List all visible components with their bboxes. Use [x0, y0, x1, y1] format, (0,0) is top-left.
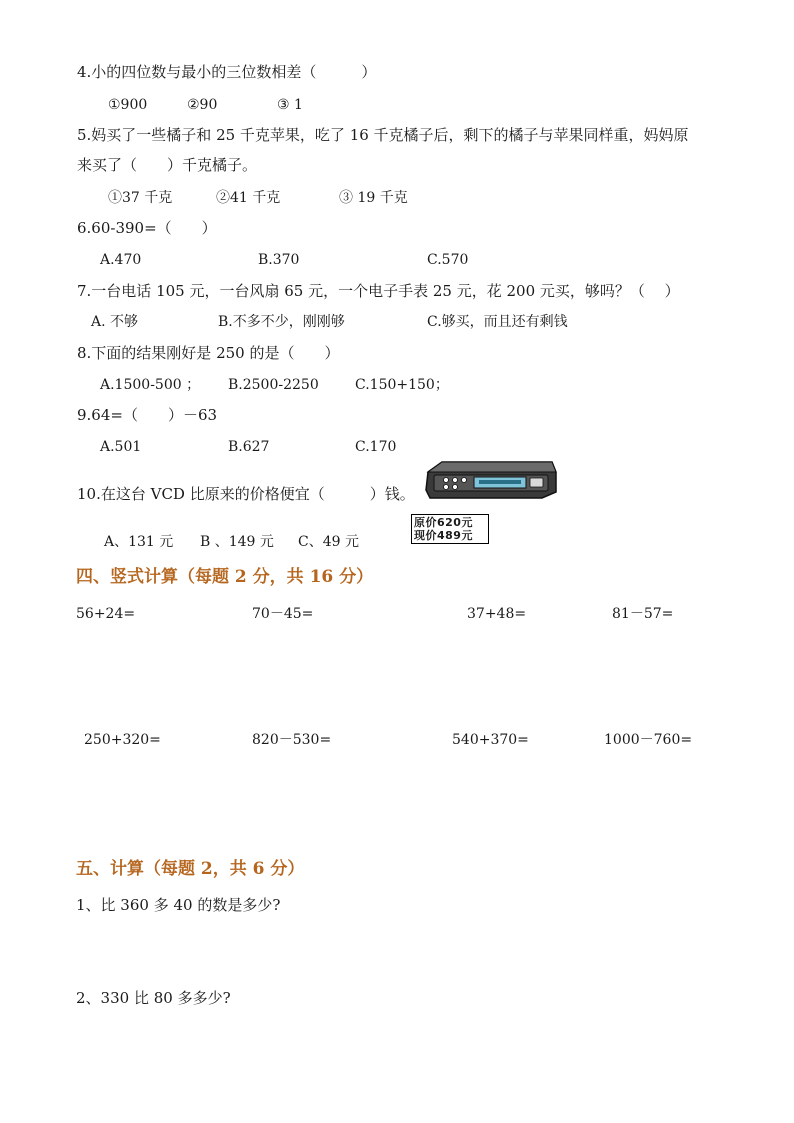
section-4-title: 四、竖式计算（每题 2 分，共 16 分） [76, 567, 374, 587]
calc-item: 250+320= [84, 732, 161, 748]
calc-item: 70－45= [252, 606, 314, 622]
word-problem-2: 2、330 比 80 多多少? [76, 989, 231, 1007]
q10-option-a: A、131 元 [104, 534, 174, 550]
q8-option-a: A.1500-500 ； [100, 377, 201, 393]
calc-item: 37+48= [467, 606, 527, 622]
question-4: 4.小的四位数与最小的三位数相差（ ） [77, 63, 377, 81]
section-5-title: 五、计算（每题 2，共 6 分） [76, 859, 305, 879]
question-6: 6.60-390=（ ） [77, 219, 217, 237]
q8-option-b: B.2500-2250 [228, 377, 319, 393]
q7-option-a: A. 不够 [91, 314, 139, 330]
calc-item: 820－530= [252, 732, 332, 748]
question-10: 10.在这台 VCD 比原来的价格便宜（ ）钱。 [77, 485, 415, 503]
word-problem-1: 1、比 360 多 40 的数是多少? [76, 896, 281, 914]
question-5-line-2: 来买了（ ）千克橘子。 [77, 156, 258, 174]
calc-item: 540+370= [452, 732, 529, 748]
question-9: 9.64=（ ）－63 [77, 406, 218, 424]
q4-option-3: ③ 1 [277, 97, 303, 113]
q6-option-a: A.470 [100, 252, 142, 268]
q9-option-c: C.170 [355, 439, 397, 455]
q6-option-b: B.370 [258, 252, 300, 268]
calc-item: 56+24= [76, 606, 136, 622]
q9-option-b: B.627 [228, 439, 270, 455]
q10-option-c: C、49 元 [298, 534, 359, 550]
q6-option-c: C.570 [427, 252, 469, 268]
calc-item: 81－57= [612, 606, 674, 622]
q4-option-2: ②90 [187, 97, 218, 113]
question-7: 7.一台电话 105 元，一台风扇 65 元，一个电子手表 25 元，花 200 元买，够吗？（ ） [77, 282, 680, 300]
q9-option-a: A.501 [100, 439, 142, 455]
current-price: 现价489元 [414, 529, 473, 542]
price-tag [411, 514, 489, 544]
q7-option-c: C.够买，而且还有剩钱 [427, 314, 568, 330]
question-8: 8.下面的结果刚好是 250 的是（ ） [77, 344, 340, 362]
calc-item: 1000－760= [604, 732, 693, 748]
q8-option-c: C.150+150； [355, 377, 449, 393]
original-price: 原价620元 [414, 516, 473, 529]
q5-option-1: ①37 千克 [108, 190, 173, 206]
q10-option-b: B 、149 元 [200, 534, 274, 550]
question-5-line-1: 5.妈买了一些橘子和 25 千克苹果，吃了 16 千克橘子后，剩下的橘子与苹果同样重，妈妈原 [77, 126, 689, 144]
q4-option-1: ①900 [108, 97, 148, 113]
q5-option-3: ③ 19 千克 [339, 190, 408, 206]
vcd-player-illustration [424, 458, 558, 500]
q7-option-b: B.不多不少，刚刚够 [218, 314, 345, 330]
q5-option-2: ②41 千克 [216, 190, 281, 206]
